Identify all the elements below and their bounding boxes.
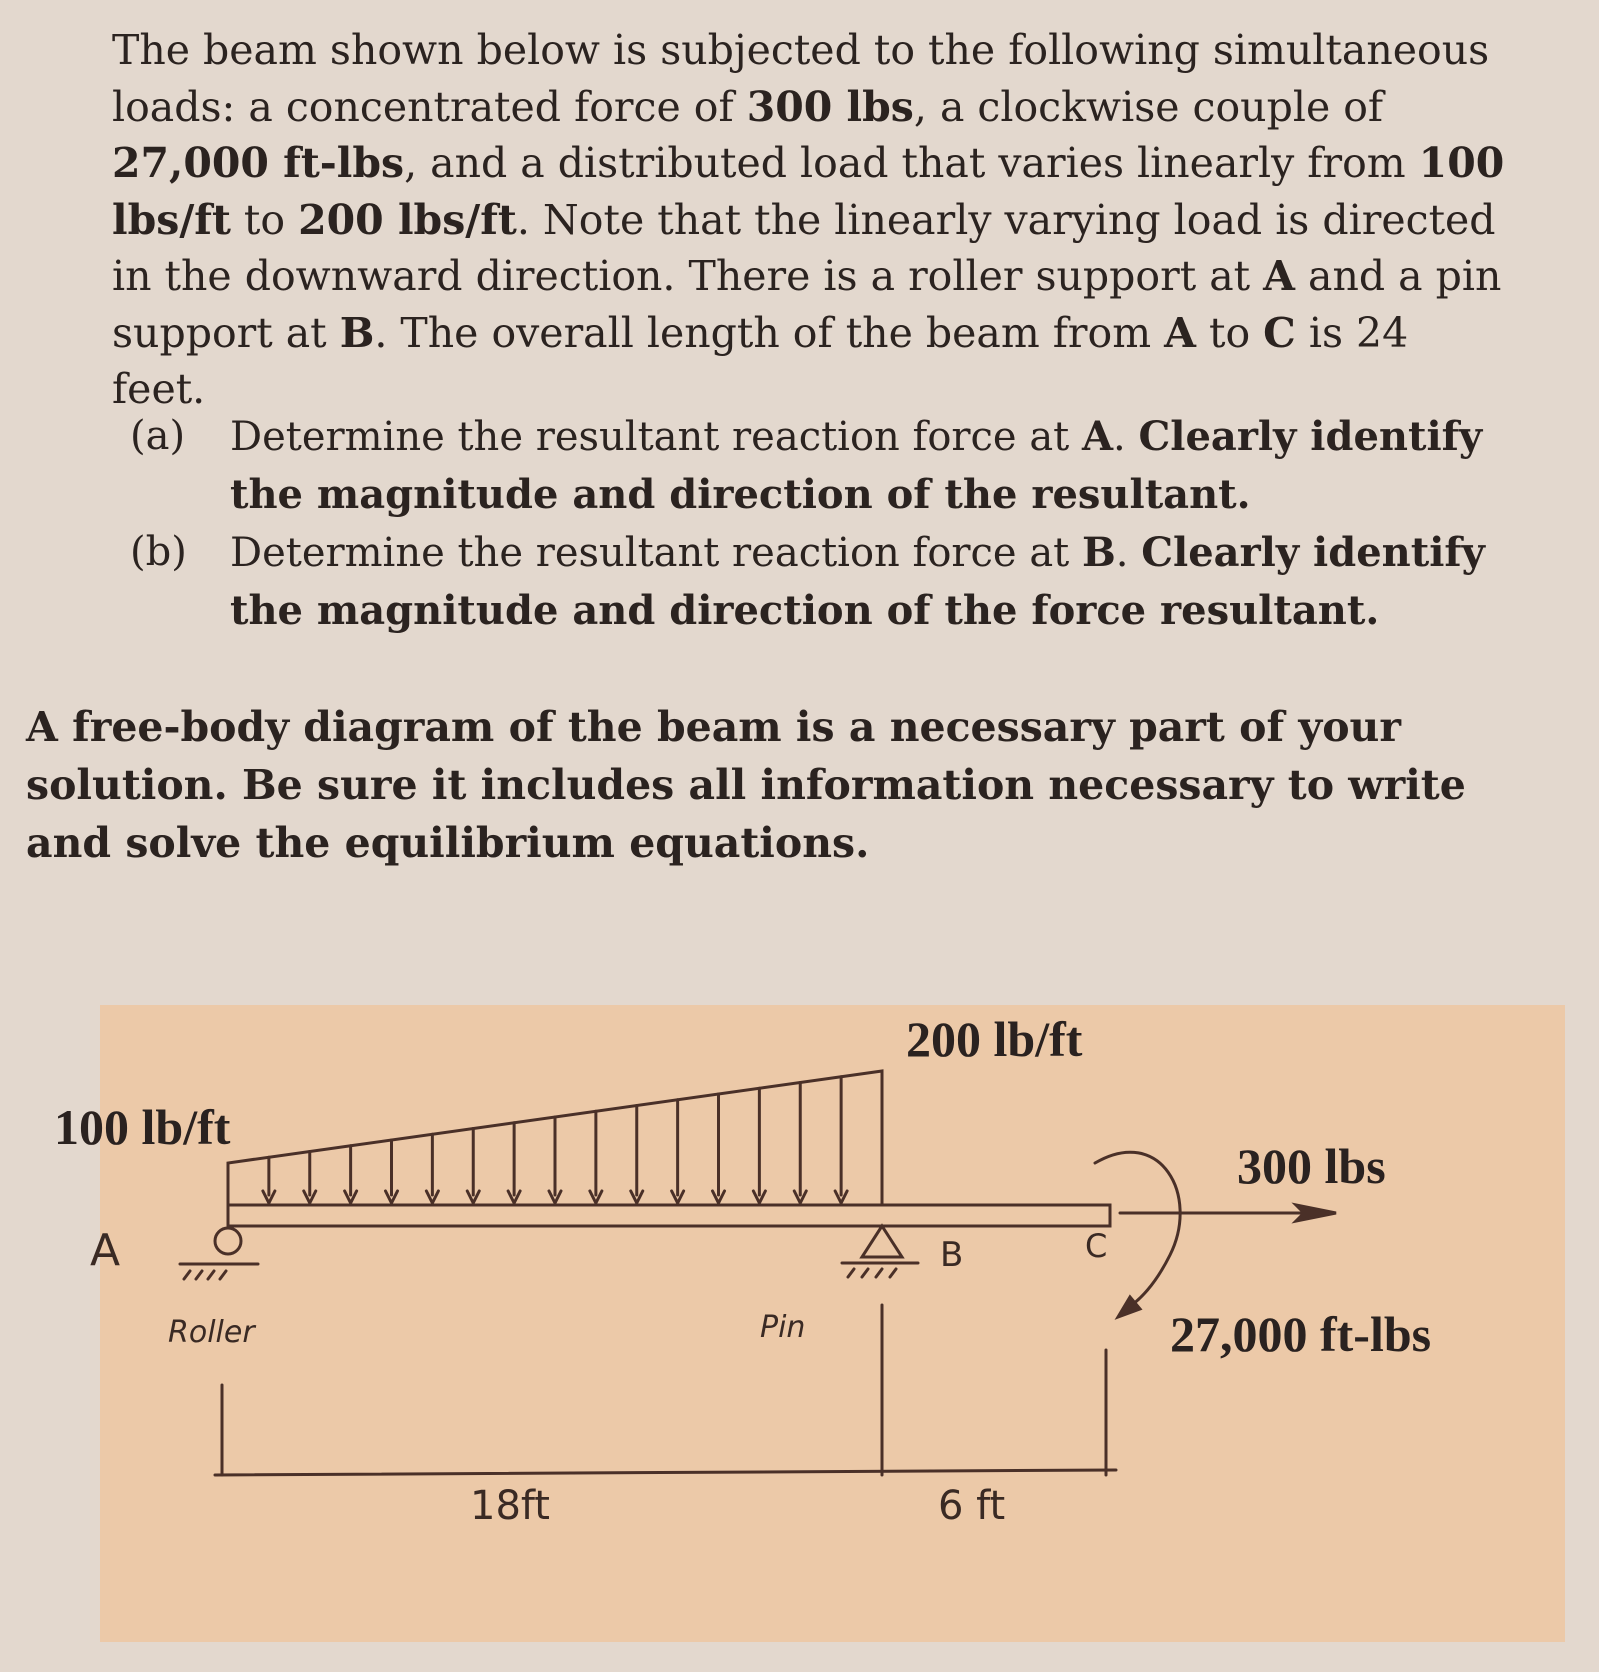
question-a: (a) Determine the resultant reaction force at A. Clearly identify the magnitude and direction of the resultant.	[130, 413, 1483, 518]
beam-diagram	[54, 1005, 1565, 1642]
pin-label: Pin	[760, 1310, 806, 1345]
dim-right-label: 6 ft	[938, 1483, 1006, 1529]
load-left-label: 100 lb/ft	[54, 1099, 231, 1155]
point-a-label: A	[90, 1225, 121, 1276]
couple-arc	[1095, 1152, 1180, 1310]
point-b-label: B	[940, 1235, 964, 1275]
dim-left-label: 18ft	[470, 1483, 550, 1529]
load-right-label: 200 lb/ft	[906, 1011, 1083, 1067]
roller-label: Roller	[168, 1315, 255, 1350]
point-c-label: C	[1085, 1227, 1108, 1265]
dimension-line	[215, 1470, 1116, 1475]
roller-support	[215, 1228, 241, 1254]
load-arrows	[263, 1077, 847, 1203]
pin-support	[862, 1226, 902, 1257]
problem-statement: The beam shown below is subjected to the following simultaneous loads: a concentrated force of 300 lbs, a clockwise couple of 27,000 ft-lbs, and a distributed load that varies linearly from 100 lbs/ft to 200 lbs/ft. Note that the linearly varying load is directed in the downward direction. There is a roller support at A and a pin support at B. The overall length of the beam from A to C is 24 feet.	[112, 26, 1505, 413]
force-label: 300 lbs	[1237, 1138, 1386, 1194]
force-arrowhead	[1296, 1205, 1336, 1221]
question-list	[130, 408, 1530, 640]
moment-label: 27,000 ft-lbs	[1170, 1306, 1432, 1362]
beam	[228, 1205, 1110, 1226]
question-b: (b) Determine the resultant reaction force at B. Clearly identify the magnitude and direction of the force resultant.	[130, 529, 1485, 634]
fbd-note: A free-body diagram of the beam is a necessary part of your solution. Be sure it includes all information necessary to write and solve the equilibrium equations.	[26, 703, 1466, 867]
